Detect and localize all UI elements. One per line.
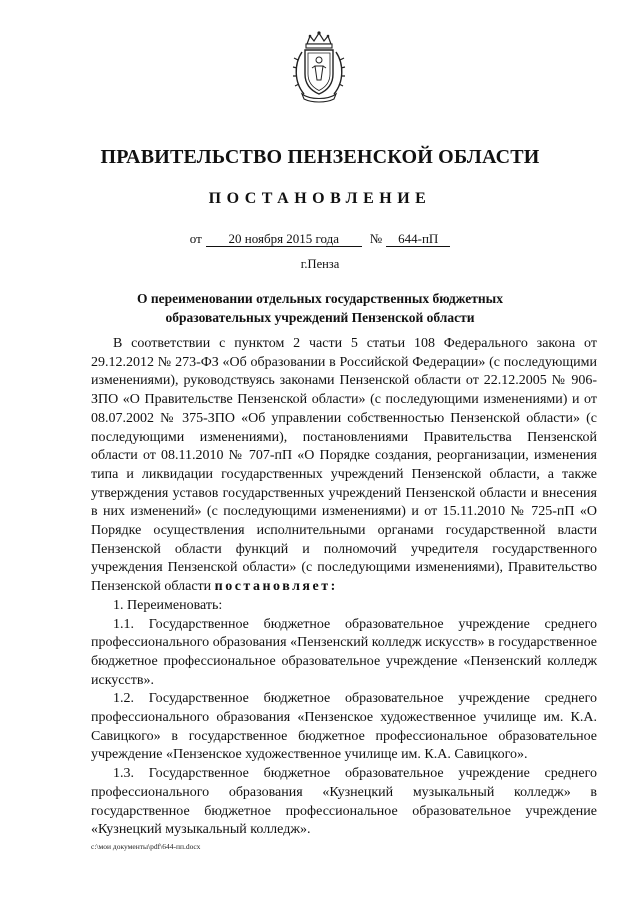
- city-label: г.Пенза: [300, 257, 340, 271]
- document-subject: [0, 289, 640, 327]
- from-label: от: [189, 231, 202, 246]
- organization-title: ПРАВИТЕЛЬСТВО ПЕНЗЕНСКОЙ ОБЛАСТИ: [100, 146, 540, 168]
- subject-line: образовательных учреждений Пензенской области: [165, 310, 475, 325]
- document-type-heading: ПОСТАНОВЛЕНИЕ: [208, 190, 432, 207]
- penza-coat-of-arms-icon: [290, 30, 348, 104]
- decree-word: постановляет:: [214, 579, 338, 595]
- list-item: 1.1. Государственное бюджетное образовательное учреждение среднего профессионального образования «Пензенский колледж искусств» в государственное бюджетное профессиональное образовательное учреждение «Пензенский колледж искусств».: [91, 616, 597, 688]
- list-item: 1. Переименовать:: [113, 597, 223, 613]
- document-body: [91, 335, 597, 840]
- preamble-text: В соответствии с пунктом 2 части 5 статьи 108 Федерального закона от 29.12.2012 № 273-ФЗ «Об образовании в Российской Федерации» (с последующими изменениями), руководствуясь законами Пензенской области от 22.12.2005 № 906-ЗПО «О Правительстве Пензенской области» (с последующими изменениями) и от 08.07.2002 № 375-ЗПО «Об управлении собственностью Пензенской области» (с последующими изменениями), постановлениями Правительства Пензенской области от 08.11.2010 № 707-пП «О Порядке создания, реорганизации, изменения типа и ликвидации государственных учреждений Пензенской области, а также утверждения уставов государственных учреждений Пензенской области и внесения в них изменений» (с последующими изменениями) и от 15.11.2010 № 725-пП «О Порядке осуществления исполнительными органами государственной власти Пензенской области функций и полномочий учредителя государственного учреждения Пензенской области» (с последующими изменениями), Правительство Пензенской области: [91, 336, 597, 595]
- document-number: 644-пП: [386, 232, 450, 247]
- subject-line: О переименовании отдельных государственных бюджетных: [137, 291, 503, 306]
- footer-file-path: c:\мои документы\pdf\644-пп.docx: [91, 842, 201, 851]
- list-item: 1.2. Государственное бюджетное образовательное учреждение среднего профессионального образования «Пензенское художественное училище им. К.А. Савицкого» в государственное бюджетное профессиональное образовательное учреждение «Пензенское художественное училище им. К.А. Савицкого».: [91, 691, 597, 763]
- preamble-paragraph: [91, 335, 597, 597]
- date-number-line: [0, 231, 640, 247]
- list-item: 1.3. Государственное бюджетное образовательное учреждение среднего профессионального образования «Кузнецкий музыкальный колледж» в государственное бюджетное профессиональное образовательное учреждение «Кузнецкий музыкальный колледж».: [91, 766, 597, 838]
- number-label: №: [369, 231, 383, 246]
- document-date: 20 ноября 2015 года: [206, 232, 362, 247]
